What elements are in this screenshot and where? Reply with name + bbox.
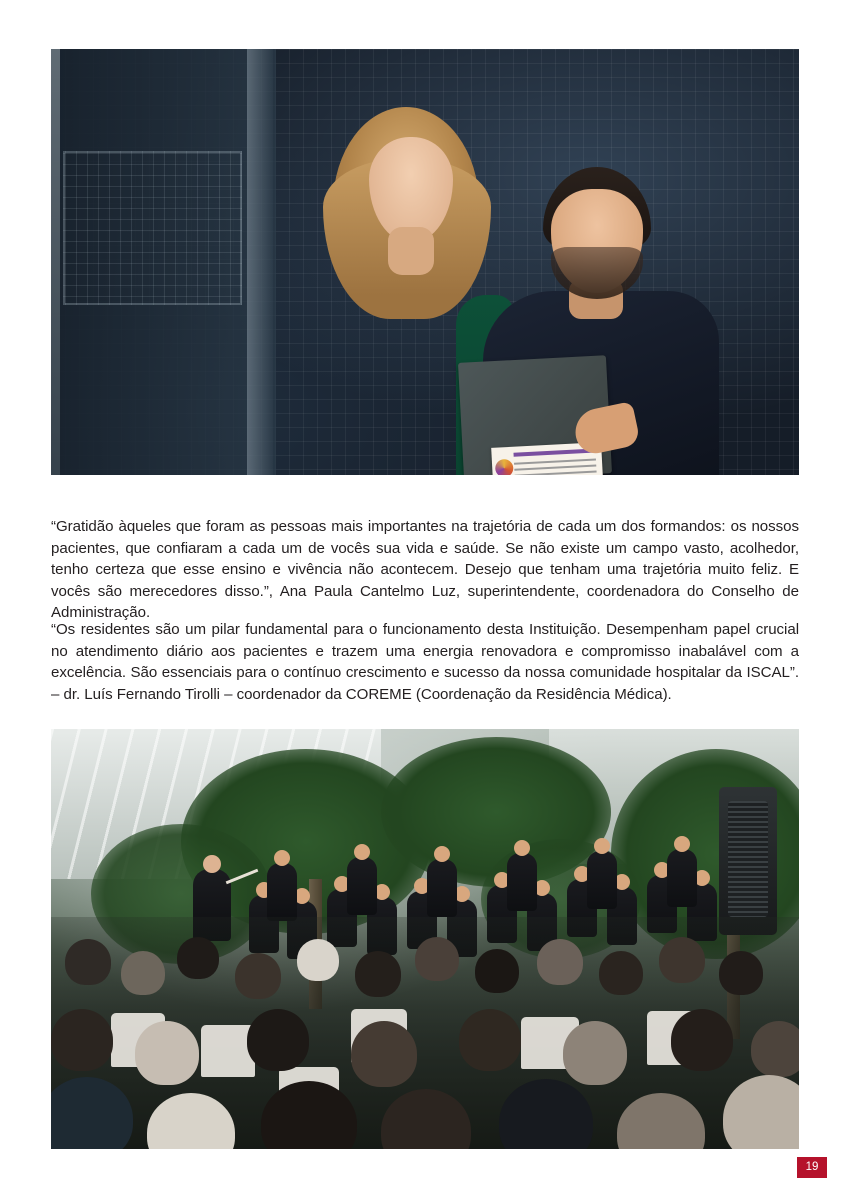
photo-award-ceremony (51, 49, 799, 475)
quote-paragraph-one: “Gratidão àqueles que foram as pessoas mais importantes na trajetória de cada um dos formandos: os nossos pacientes, que confiaram a cada um de vocês sua vida e saúde. Se não existe um campo vasto, acolhedor, tenho certeza que esse ensino e vivência não acontecem. Desejo que tenham uma trajetória muito feliz. E vocês são merecedores disso.”, Ana Paula Cantelmo Luz, superintendente, coordenadora do Conselho de Administração. (51, 518, 799, 622)
certificate-logo-icon (495, 459, 514, 475)
glass-column (247, 49, 273, 475)
page-number-badge: 19 (797, 1157, 827, 1178)
audience-crowd (51, 917, 799, 1149)
certificate-text-line (514, 458, 596, 464)
certificate-text-line (515, 470, 597, 475)
quote-paragraph-two: “Os residentes são um pilar fundamental para o funcionamento desta Instituição. Desempenham papel crucial no atendimento diário aos pacientes e trazem uma energia renovadora e compromisso inabalável com a excelência. São essenciais para o contínuo crescimento e sucesso da nossa comunidade hospitalar da ISCAL”. – dr. Luís Fernando Tirolli – coordenador da COREME (Coordenação da Residência Médica). (51, 621, 799, 703)
photo-audience-choir (51, 729, 799, 1149)
glass-partition-left (51, 49, 276, 475)
certificate-text-line (514, 464, 596, 470)
